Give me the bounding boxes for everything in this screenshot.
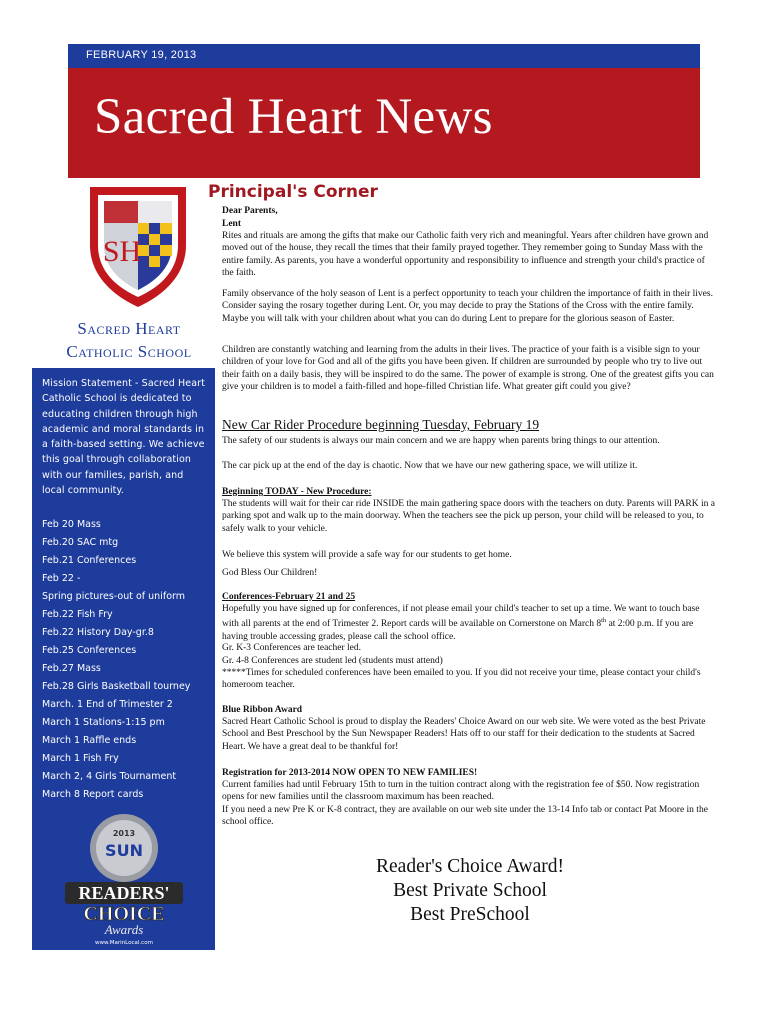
lent-paragraph-1: Rites and rituals are among the gifts that make our Catholic faith very rich and meaningful. Years after children have grown and moved out of the house, they recall the times that their family prayed together. They remember going to Sunday Mass with the entire family. As parents, you have a wonderful opportunity and responsibility to influence and strength your child's practice of the faith.	[222, 231, 709, 279]
school-name-line2: Catholic School	[66, 342, 192, 361]
calendar-event: Feb 22 -	[42, 573, 81, 584]
car-rider-paragraph-1: The safety of our students is always our main concern and we are happy when parents bring things to our attention.	[222, 436, 660, 446]
conferences-paragraph: Hopefully you have signed up for conferences, if not please email your child's teacher to set up a time. We want to touch base with all parents at the end of Trimester 2. Report cards will be available on Cornerstone on March 8th at 2:00 p.m. If you are having trouble accessing grades, please call the school office.	[222, 604, 700, 642]
conferences-times-note: *****Times for scheduled conferences have been emailed to you. If you did not receive your time, please contact your child's homeroom teacher.	[222, 668, 701, 691]
lent-topic: Lent	[222, 219, 241, 229]
crest-shield-icon	[86, 183, 190, 311]
calendar-event: March 2, 4 Girls Tournament	[42, 771, 177, 782]
svg-text:CHOICE: CHOICE	[83, 903, 165, 925]
calendar-event: Feb.25 Conferences	[42, 645, 137, 656]
lent-paragraph-2: Family observance of the holy season of Lent is a perfect opportunity to teach your children the importance of faith in their lives. Consider saying the rosary together during Lent. Or, you may decide to pray the Stations of the Cross with the entire family. Maybe you will talk with your children about what you can do during Lent to prepare for the glorious season of Easter.	[222, 289, 713, 324]
calendar-event: March 1 Fish Fry	[42, 753, 119, 764]
conferences-k3-line: Gr. K-3 Conferences are teacher led.	[222, 643, 361, 653]
mission-statement: Mission Statement - Sacred Heart Catholic School is dedicated to educating children through high academic and moral standards in a faith-based setting. We achieve this goal through collaboration with our families, parish, and local community.	[42, 378, 205, 497]
registration-heading: Registration for 2013-2014 NOW OPEN TO NEW FAMILIES!	[222, 768, 478, 778]
calendar-event: Feb.22 Fish Fry	[42, 609, 113, 620]
award-medal-icon	[59, 806, 189, 946]
conferences-heading: Conferences-February 21 and 25	[222, 592, 356, 602]
registration-paragraph-1: Current families had until February 15th to turn in the tuition contract along with the registration fee of $50. Now registration opens for new families until the classroom maximum has been reached.	[222, 780, 700, 803]
blessing-line: God Bless Our Children!	[222, 568, 318, 578]
svg-text:Awards: Awards	[104, 922, 144, 937]
car-rider-safety-note: We believe this system will provide a safe way for our students to get home.	[222, 550, 512, 560]
svg-text:SH: SH	[102, 235, 142, 268]
award-line-2: Best Private School	[393, 880, 547, 901]
new-procedure-paragraph: The students will wait for their car ride INSIDE the main gathering space doors with the teachers on duty. Parents will PARK in a parking spot and walk up to the main doorway. When the teachers see the pick up person, your child will be released to you, to safely walk to your vehicle.	[222, 499, 715, 534]
calendar-event: Feb 20 Mass	[42, 519, 101, 530]
calendar-event: March 1 Stations-1:15 pm	[42, 717, 165, 728]
readers-choice-badge	[59, 806, 189, 946]
svg-text:SUN: SUN	[105, 841, 143, 860]
calendar-event: March 8 Report cards	[42, 789, 144, 800]
school-name-line1: Sacred Heart	[77, 319, 181, 338]
calendar-event: Feb.20 SAC mtg	[42, 537, 119, 548]
calendar-event: Spring pictures-out of uniform	[42, 591, 185, 602]
award-announcement	[222, 855, 718, 927]
car-rider-paragraph-2: The car pick up at the end of the day is chaotic. Now that we have our new gathering space, we will utilize it.	[222, 461, 638, 471]
blue-ribbon-paragraph: Sacred Heart Catholic School is proud to display the Readers' Choice Award on our web site. We were voted as the best Private School and Best Preschool by the Sun Newspaper Readers! Hats off to our staff for their dedication to the students at Sacred Heart. We have a great deal to be thankful for!	[222, 717, 706, 752]
calendar-event: March. 1 End of Trimester 2	[42, 699, 173, 710]
svg-text:www.MarinLocal.com: www.MarinLocal.com	[95, 940, 153, 946]
school-name	[44, 317, 214, 363]
conferences-4-8-line: Gr. 4-8 Conferences are student led (students must attend)	[222, 656, 443, 666]
car-rider-heading: New Car Rider Procedure beginning Tuesday, February 19	[222, 417, 540, 432]
newsletter-title: Sacred Heart News	[94, 89, 493, 145]
calendar-event: Feb.27 Mass	[42, 663, 101, 674]
calendar-event: Feb.28 Girls Basketball tourney	[42, 681, 191, 692]
registration-paragraph-2: If you need a new Pre K or K-8 contract, they are available on our web site under the 13-14 Info tab or contact Pat Moore in the school office.	[222, 805, 708, 828]
calendar-event: Feb.22 History Day-gr.8	[42, 627, 154, 638]
lent-paragraph-3: Children are constantly watching and learning from the adults in their lives. The practice of your faith is a visible sign to your children of your love for God and all of the gifts you have been given. If children are surrounded by people who try to live out their faith on a daily basis, they will be inspired to do the same. The power of example is strong. One of the greatest gifts you can give your children is to model a faith-filled and hope-filled Christian life. What greater gift could you give?	[222, 345, 714, 393]
new-procedure-subheading: Beginning TODAY - New Procedure:	[222, 487, 372, 497]
issue-date: FEBRUARY 19, 2013	[86, 49, 197, 61]
blue-ribbon-heading: Blue Ribbon Award	[222, 705, 303, 715]
award-line-1: Reader's Choice Award!	[376, 856, 564, 877]
salutation: Dear Parents,	[222, 206, 278, 216]
sidebar	[32, 368, 215, 950]
school-crest-logo	[86, 183, 190, 311]
event-calendar-list	[42, 516, 212, 804]
svg-text:2013: 2013	[112, 829, 136, 838]
calendar-event: March 1 Raffle ends	[42, 735, 137, 746]
calendar-event: Feb.21 Conferences	[42, 555, 137, 566]
principals-corner-heading: Principal's Corner	[208, 182, 378, 202]
award-line-3: Best PreSchool	[410, 904, 530, 925]
svg-text:READERS': READERS'	[78, 883, 170, 903]
